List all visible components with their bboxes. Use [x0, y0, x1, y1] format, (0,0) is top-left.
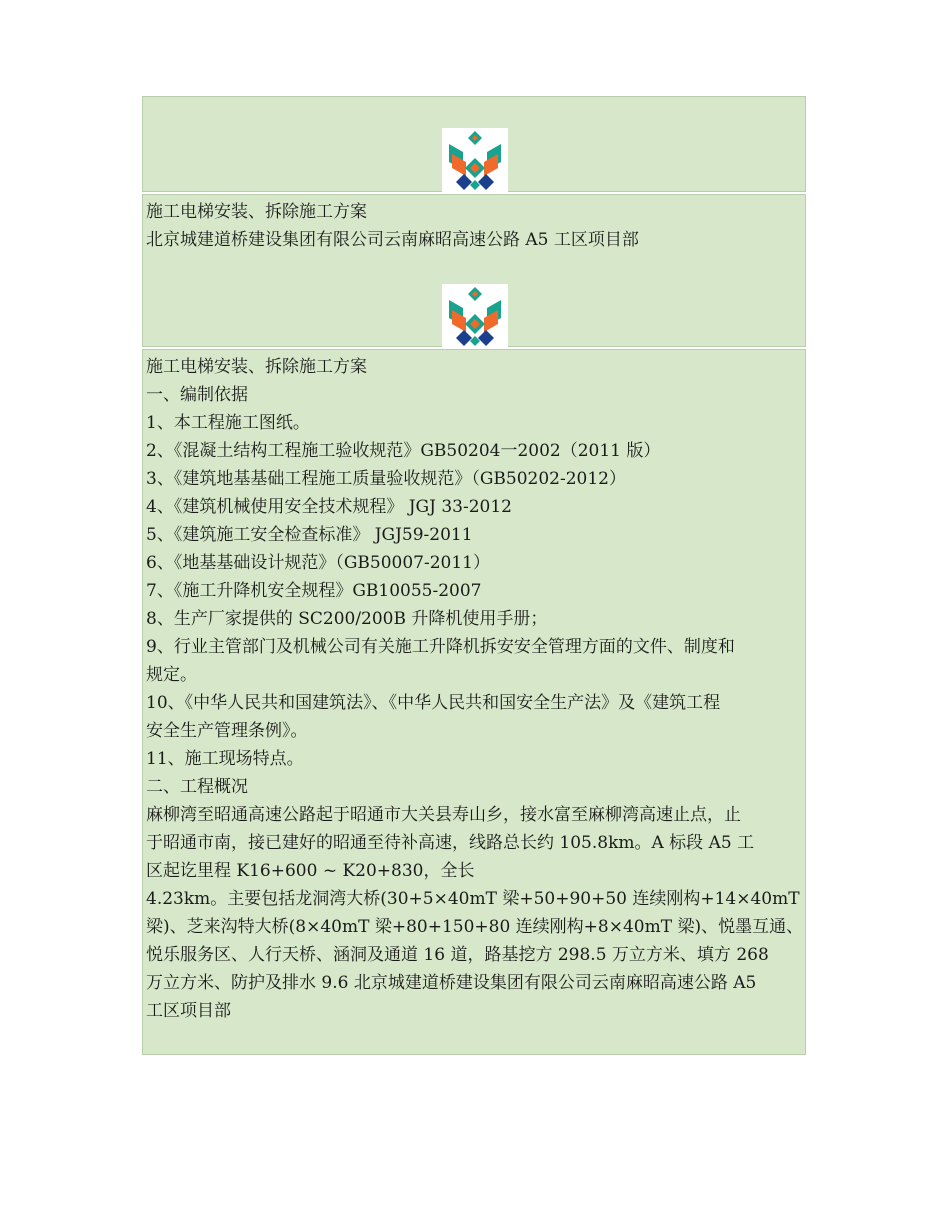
- paragraph-line: 区起讫里程 K16+600 ~ K20+830，全长: [146, 861, 475, 881]
- company-name: 北京城建道桥建设集团有限公司云南麻昭高速公路 A5 工区项目部: [146, 230, 639, 250]
- paragraph-line: 3、《建筑地基基础工程施工质量验收规范》（GB50202-2012）: [146, 469, 626, 489]
- section-heading: 一、编制依据: [146, 385, 248, 405]
- paragraph-line: 4.23km。主要包括龙洞湾大桥(30+5×40mT 梁+50+90+50 连续刚构+14×40mT: [146, 889, 800, 909]
- paragraph-line: 麻柳湾至昭通高速公路起于昭通市大关县寿山乡，接水富至麻柳湾高速止点，止: [146, 805, 741, 825]
- header-panel: [142, 194, 806, 347]
- content-panel: [142, 349, 806, 1055]
- paragraph-line: 万立方米、防护及排水 9.6 北京城建道桥建设集团有限公司云南麻昭高速公路 A5: [146, 973, 757, 993]
- paragraph-line: 10、《中华人民共和国建筑法》、《中华人民共和国安全生产法》及《建筑工程: [146, 693, 721, 713]
- company-logo-icon: [442, 128, 508, 192]
- section-heading: 施工电梯安装、拆除施工方案: [146, 357, 367, 377]
- paragraph-line: 6、《地基基础设计规范》（GB50007-2011）: [146, 553, 490, 573]
- logo-panel: [142, 96, 806, 192]
- paragraph-line: 5、《建筑施工安全检查标准》 JGJ59-2011: [146, 525, 473, 545]
- section-heading: 二、工程概况: [146, 777, 248, 797]
- paragraph-line: 悦乐服务区、人行天桥、涵洞及通道 16 道，路基挖方 298.5 万立方米、填方 268: [146, 945, 769, 965]
- paragraph-line: 8、生产厂家提供的 SC200/200B 升降机使用手册；: [146, 609, 548, 629]
- paragraph-line: 梁)、芝来沟特大桥(8×40mT 梁+80+150+80 连续刚构+8×40mT 梁)、悦墨互通、: [146, 917, 803, 937]
- company-logo-icon: [442, 284, 508, 348]
- paragraph-line: 于昭通市南，接已建好的昭通至待补高速，线路总长约 105.8km。A 标段 A5 工: [146, 833, 755, 853]
- paragraph-line: 规定。: [146, 665, 197, 685]
- paragraph-line: 1、本工程施工图纸。: [146, 413, 310, 433]
- paragraph-line: 4、《建筑机械使用安全技术规程》 JGJ 33-2012: [146, 497, 512, 517]
- paragraph-line: 工区项目部: [146, 1001, 231, 1021]
- paragraph-line: 安全生产管理条例》。: [146, 721, 308, 741]
- paragraph-line: 11、施工现场特点。: [146, 749, 304, 769]
- paragraph-line: 9、行业主管部门及机械公司有关施工升降机拆安安全管理方面的文件、制度和: [146, 637, 735, 657]
- document-title: 施工电梯安装、拆除施工方案: [146, 202, 367, 222]
- paragraph-line: 2、《混凝土结构工程施工验收规范》GB50204一2002（2011 版）: [146, 441, 661, 461]
- paragraph-line: 7、《施工升降机安全规程》GB10055-2007: [146, 581, 482, 601]
